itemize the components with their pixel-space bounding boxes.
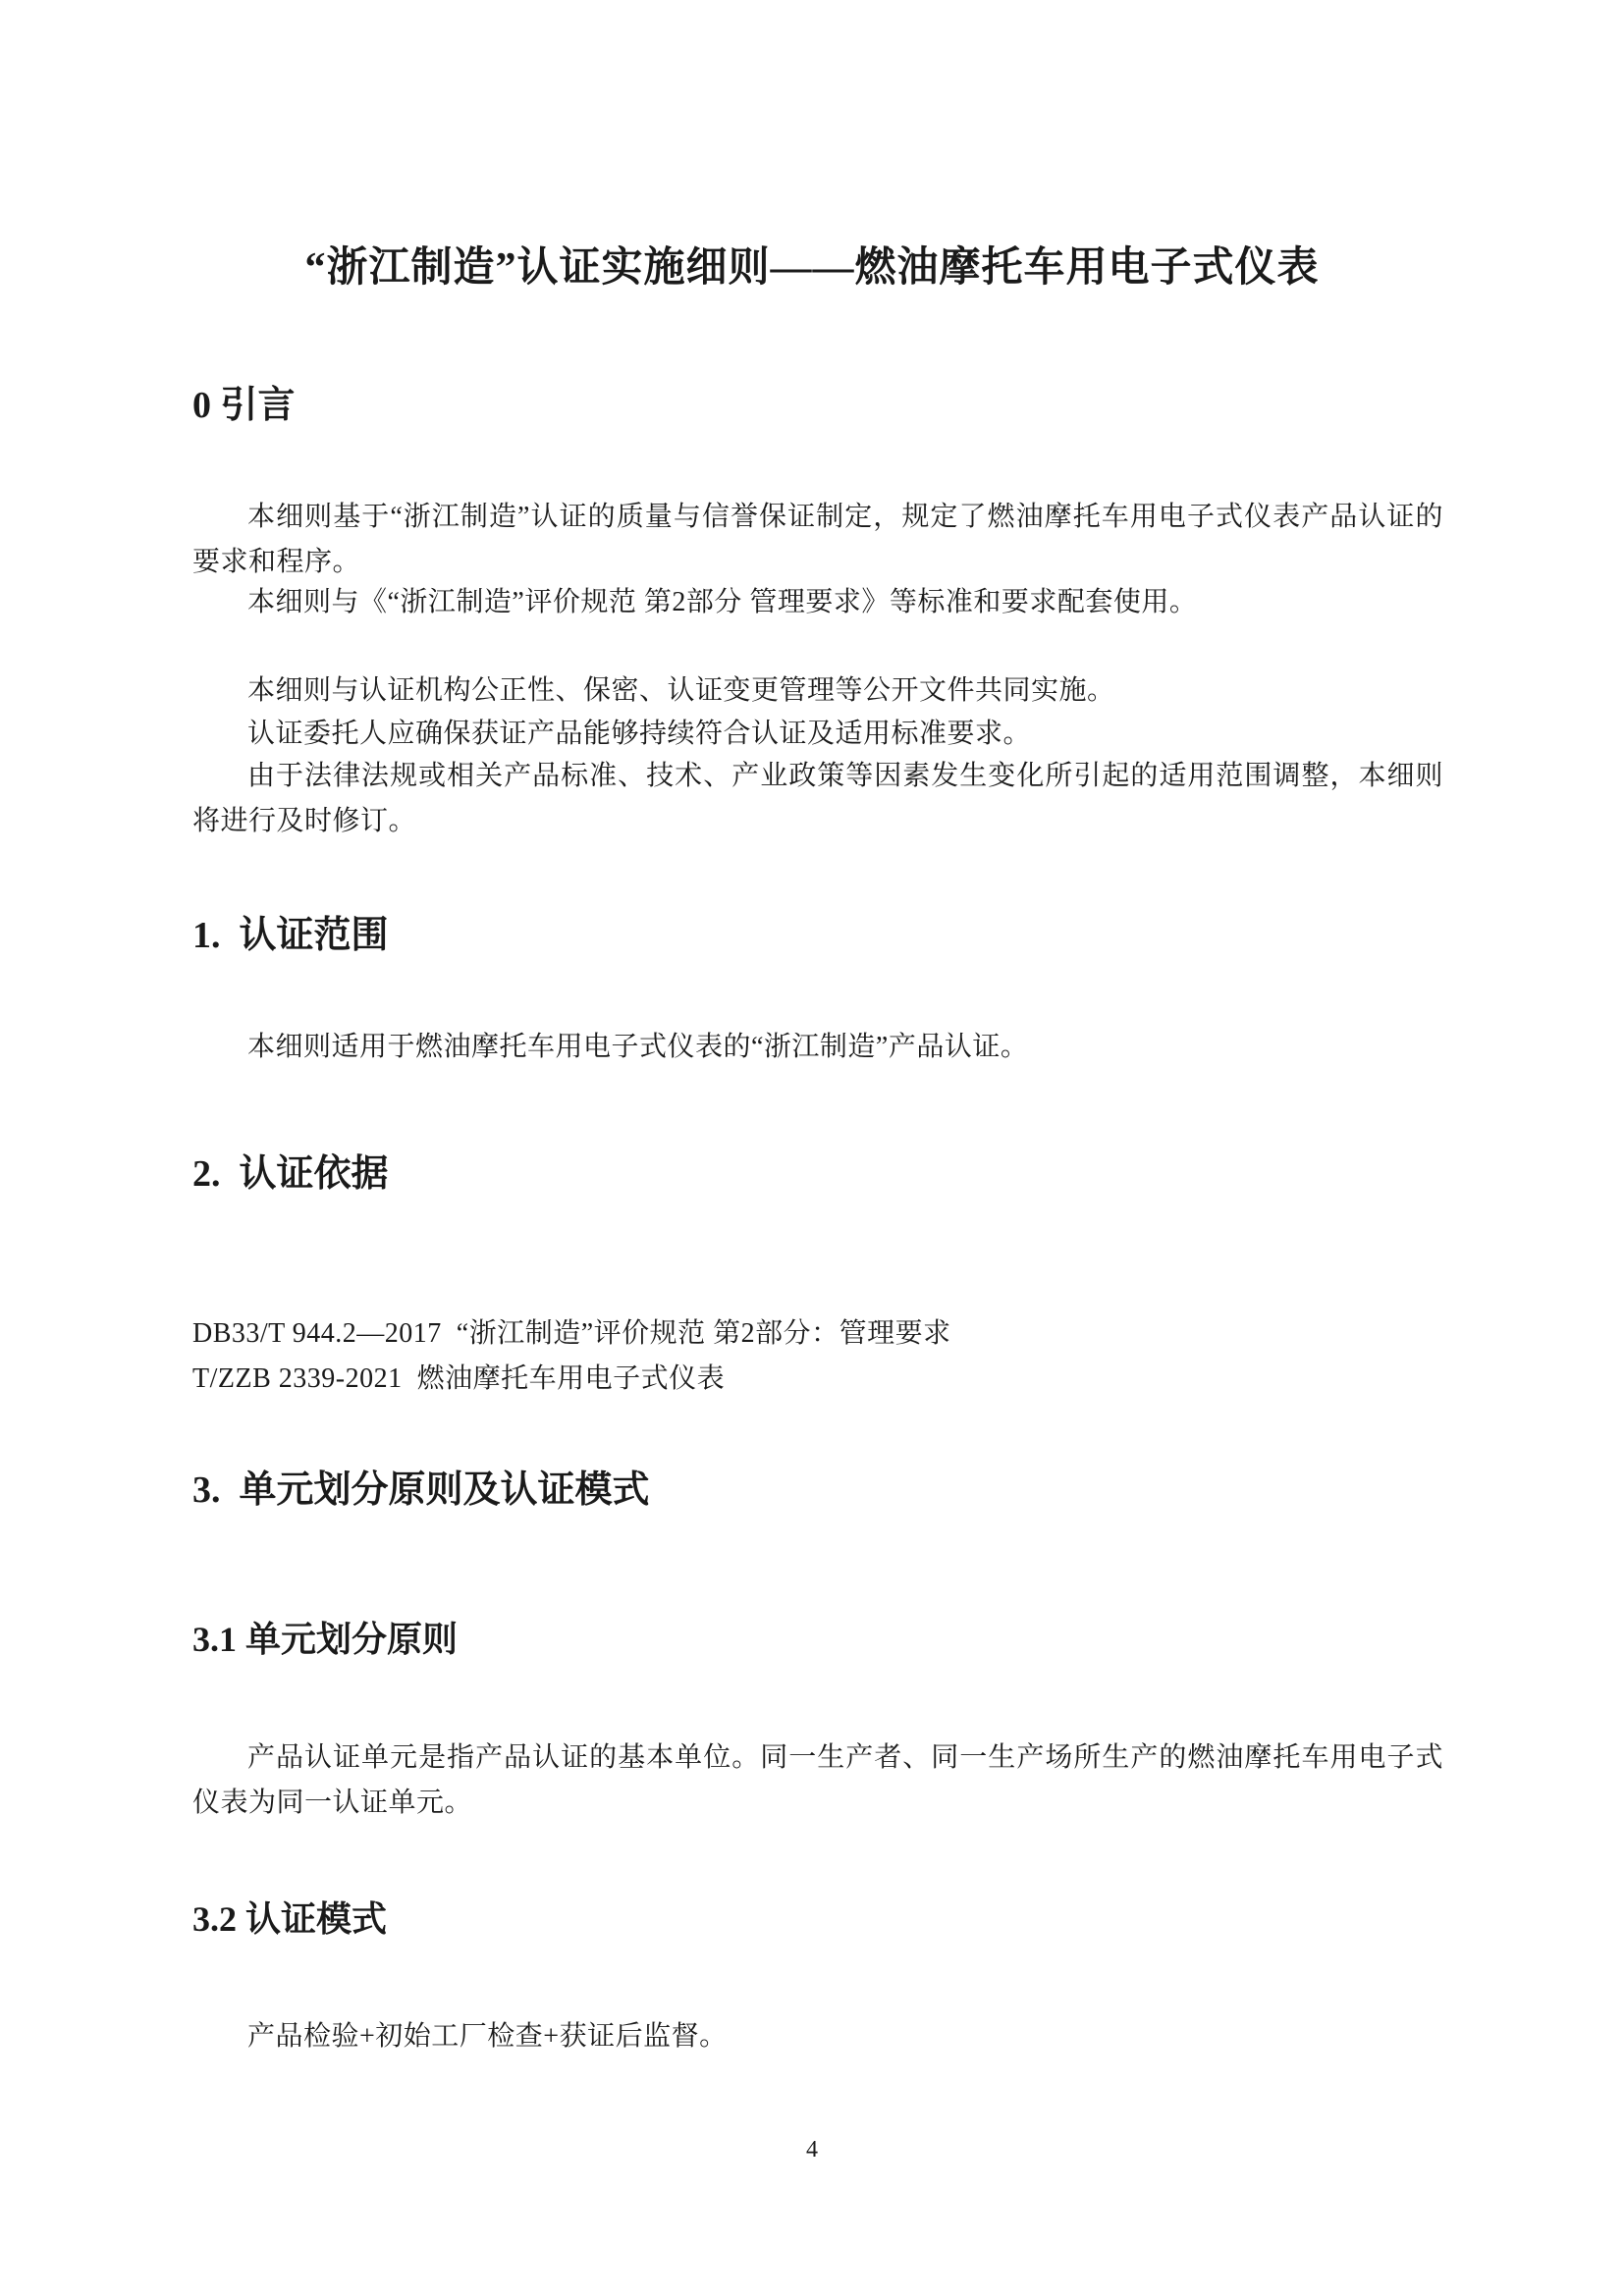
section-1-paragraph: 本细则适用于燃油摩托车用电子式仪表的“浙江制造”产品认证。 [247,1032,1029,1062]
intro-paragraph-2: 本细则与《“浙江制造”评价规范 第2部分 管理要求》等标准和要求配套使用。 [247,587,1198,617]
intro-paragraph-5: 由于法律法规或相关产品标准、技术、产业政策等因素发生变化所引起的适用范围调整，本细则将进行及时修订。 [192,761,1443,836]
intro-paragraph-3: 本细则与认证机构公正性、保密、认证变更管理等公开文件共同实施。 [247,675,1115,706]
page-number: 4 [806,2137,818,2163]
intro-paragraph-4: 认证委托人应确保获证产品能够持续符合认证及适用标准要求。 [247,719,1032,749]
subsection-3-2-paragraph: 产品检验+初始工厂检查+获证后监督。 [247,2021,728,2052]
subsection-3-1-paragraph: 产品认证单元是指产品认证的基本单位。同一生产者、同一生产场所生产的燃油摩托车用电子式仪表为同一认证单元。 [192,1742,1443,1818]
subsection-heading-3-1: 3.1 单元划分原则 [192,1620,459,1659]
section-heading-1: 1. 认证范围 [192,915,389,956]
section-heading-intro: 0 引言 [192,385,296,426]
section-heading-2: 2. 认证依据 [192,1153,389,1195]
intro-paragraph-1: 本细则基于“浙江制造”认证的质量与信誉保证制定，规定了燃油摩托车用电子式仪表产品认证的要求和程序。 [192,502,1443,577]
subsection-heading-3-2: 3.2 认证模式 [192,1899,388,1939]
standard-reference-1: DB33/T 944.2—2017 “浙江制造”评价规范 第2部分：管理要求 [192,1318,951,1349]
document-title: “浙江制造”认证实施细则——燃油摩托车用电子式仪表 [304,245,1320,291]
section-heading-3: 3. 单元划分原则及认证模式 [192,1469,650,1511]
standard-reference-2: T/ZZB 2339-2021 燃油摩托车用电子式仪表 [192,1363,726,1394]
